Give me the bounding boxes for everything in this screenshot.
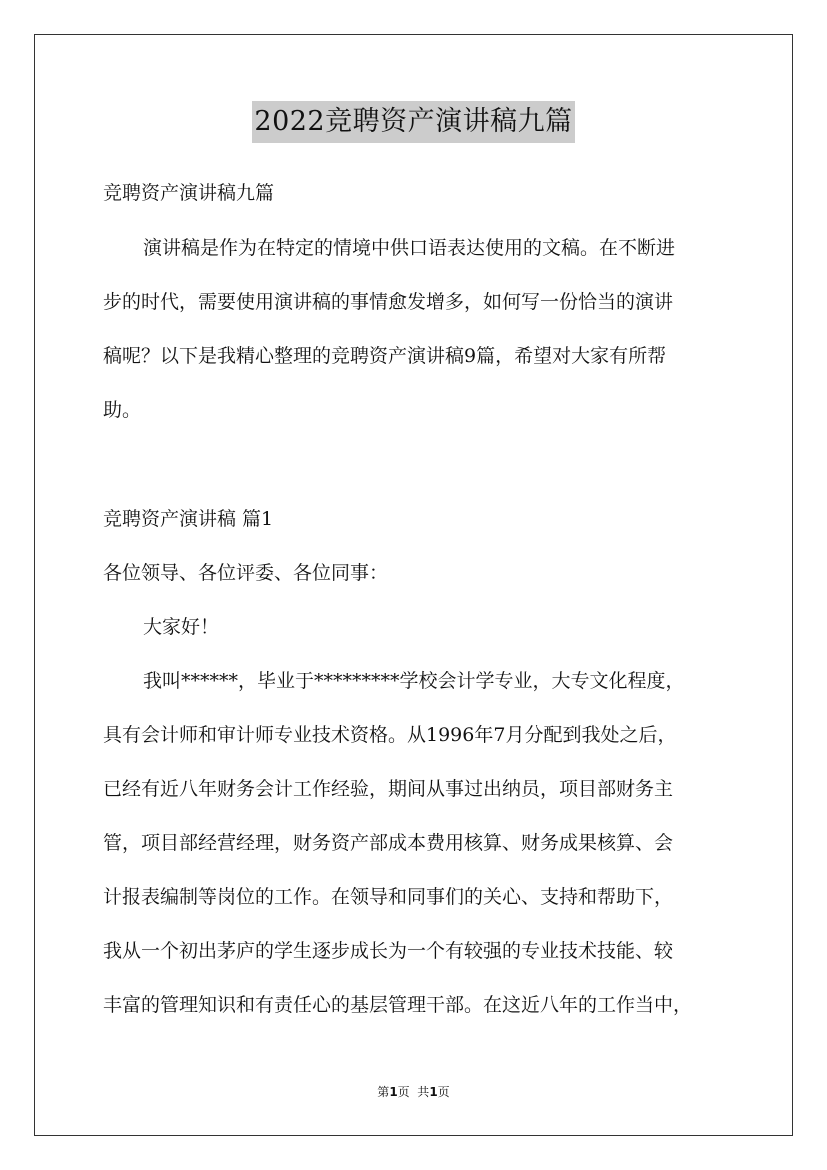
intro-line: 助。	[103, 399, 142, 421]
title-container	[0, 101, 827, 143]
intro-line: 演讲稿是作为在特定的情境中供口语表达使用的文稿。在不断进	[143, 237, 676, 259]
intro-line: 步的时代，需要使用演讲稿的事情愈发增多，如何写一份恰当的演讲	[103, 291, 674, 313]
footer-total-pages: 1	[429, 1085, 438, 1099]
page-footer	[0, 1084, 827, 1100]
footer-current-page: 1	[389, 1085, 398, 1099]
body-line: 计报表编制等岗位的工作。在领导和同事们的关心、支持和帮助下，	[103, 886, 674, 908]
footer-page-suffix: 页	[437, 1085, 450, 1099]
body-line: 我从一个初出茅庐的学生逐步成长为一个有较强的专业技术技能、较	[103, 940, 674, 962]
body-line: 已经有近八年财务会计工作经验，期间从事过出纳员，项目部财务主	[103, 778, 674, 800]
greeting: 大家好！	[143, 616, 220, 638]
document-title: 2022竞聘资产演讲稿九篇	[252, 101, 574, 143]
body-line: 我叫******，毕业于*********学校会计学专业，大专文化程度，	[143, 670, 685, 692]
body-line: 具有会计师和审计师专业技术资格。从1996年7月分配到我处之后，	[103, 724, 677, 746]
document-subtitle: 竞聘资产演讲稿九篇	[103, 182, 275, 204]
salutation: 各位领导、各位评委、各位同事：	[103, 562, 389, 584]
footer-page-mid: 页 共	[397, 1085, 430, 1099]
footer-page-prefix: 第	[377, 1085, 390, 1099]
body-line: 管，项目部经营经理，财务资产部成本费用核算、财务成果核算、会	[103, 832, 674, 854]
intro-line: 稿呢？以下是我精心整理的竞聘资产演讲稿9篇，希望对大家有所帮	[103, 345, 667, 367]
body-line: 丰富的管理知识和有责任心的基层管理干部。在这近八年的工作当中，	[103, 994, 693, 1016]
section-heading: 竞聘资产演讲稿 篇1	[103, 508, 274, 530]
